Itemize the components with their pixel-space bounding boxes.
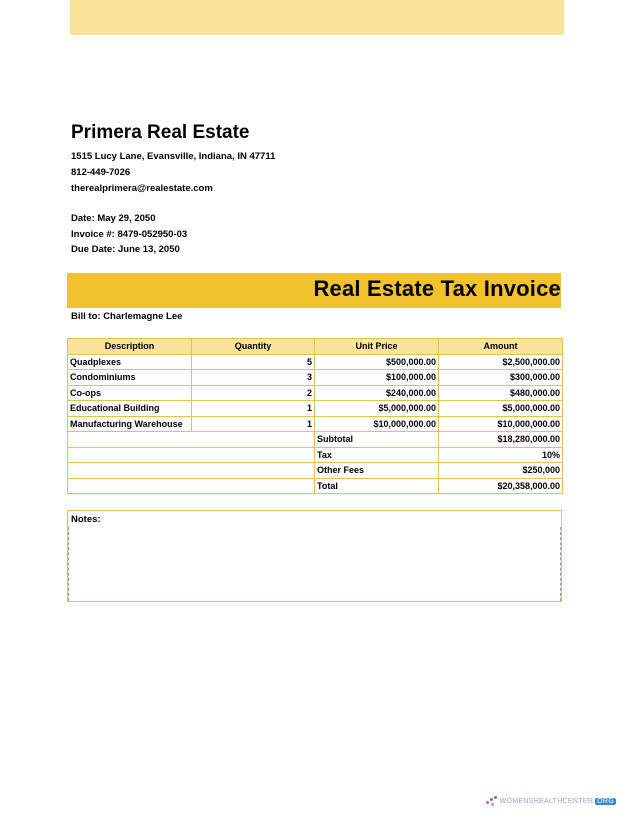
table-row xyxy=(68,401,563,417)
table-row xyxy=(68,354,563,370)
summary-row-tax xyxy=(68,447,563,463)
summary-value: $250,000 xyxy=(439,463,563,479)
cell-unit-price: $5,000,000.00 xyxy=(315,401,439,417)
summary-blank-cell xyxy=(68,463,315,479)
cell-quantity: 1 xyxy=(192,401,315,417)
cell-amount: $10,000,000.00 xyxy=(439,416,563,432)
watermark-suffix: ORG xyxy=(597,797,614,805)
header-unit-price: Unit Price xyxy=(315,339,439,355)
company-email: therealprimera@realestate.com xyxy=(71,183,213,194)
table-row xyxy=(68,416,563,432)
cell-description: Co-ops xyxy=(68,385,192,401)
cell-description: Condominiums xyxy=(68,370,192,386)
cell-amount: $5,000,000.00 xyxy=(439,401,563,417)
notes-label: Notes: xyxy=(71,514,101,525)
invoice-number: Invoice #: 8479-052950-03 xyxy=(71,229,188,240)
summary-value: $20,358,000.00 xyxy=(439,478,563,494)
notes-box[interactable] xyxy=(67,510,562,602)
table-row xyxy=(68,370,563,386)
header-quantity: Quantity xyxy=(192,339,315,355)
bill-to: Bill to: Charlemagne Lee xyxy=(71,311,183,322)
cell-quantity: 2 xyxy=(192,385,315,401)
invoice-date: Date: May 29, 2050 xyxy=(71,213,156,224)
cell-description: Manufacturing Warehouse xyxy=(68,416,192,432)
summary-row-subtotal xyxy=(68,432,563,448)
dots-logo-icon xyxy=(486,796,498,806)
title-bar xyxy=(67,273,561,308)
summary-label: Other Fees xyxy=(315,463,439,479)
header-description: Description xyxy=(68,339,192,355)
watermark-logo xyxy=(486,796,616,806)
invoice-table xyxy=(67,338,563,494)
cell-description: Educational Building xyxy=(68,401,192,417)
cell-description: Quadplexes xyxy=(68,354,192,370)
summary-row-total xyxy=(68,478,563,494)
cell-amount: $300,000.00 xyxy=(439,370,563,386)
summary-blank-cell xyxy=(68,478,315,494)
table-header-row xyxy=(68,339,563,355)
summary-label: Total xyxy=(315,478,439,494)
cell-unit-price: $100,000.00 xyxy=(315,370,439,386)
summary-row-other-fees xyxy=(68,463,563,479)
header-amount: Amount xyxy=(439,339,563,355)
summary-value: 10% xyxy=(439,447,563,463)
summary-value: $18,280,000.00 xyxy=(439,432,563,448)
cell-amount: $2,500,000.00 xyxy=(439,354,563,370)
company-address: 1515 Lucy Lane, Evansville, Indiana, IN 47711 xyxy=(71,151,276,162)
summary-blank-cell xyxy=(68,447,315,463)
company-name: Primera Real Estate xyxy=(71,122,250,143)
table-row xyxy=(68,385,563,401)
watermark-text: WOMENSHEALTHCENTER xyxy=(499,797,594,805)
cell-quantity: 3 xyxy=(192,370,315,386)
cell-quantity: 1 xyxy=(192,416,315,432)
cell-quantity: 5 xyxy=(192,354,315,370)
cell-amount: $480,000.00 xyxy=(439,385,563,401)
company-phone: 812-449-7026 xyxy=(71,167,131,178)
notes-writing-area[interactable] xyxy=(68,527,561,601)
cell-unit-price: $240,000.00 xyxy=(315,385,439,401)
invoice-due-date: Due Date: June 13, 2050 xyxy=(71,244,180,255)
cell-unit-price: $500,000.00 xyxy=(315,354,439,370)
summary-label: Subtotal xyxy=(315,432,439,448)
top-decorative-band xyxy=(70,0,564,35)
cell-unit-price: $10,000,000.00 xyxy=(315,416,439,432)
summary-blank-cell xyxy=(68,432,315,448)
invoice-title: Real Estate Tax Invoice xyxy=(313,276,561,301)
summary-label: Tax xyxy=(315,447,439,463)
